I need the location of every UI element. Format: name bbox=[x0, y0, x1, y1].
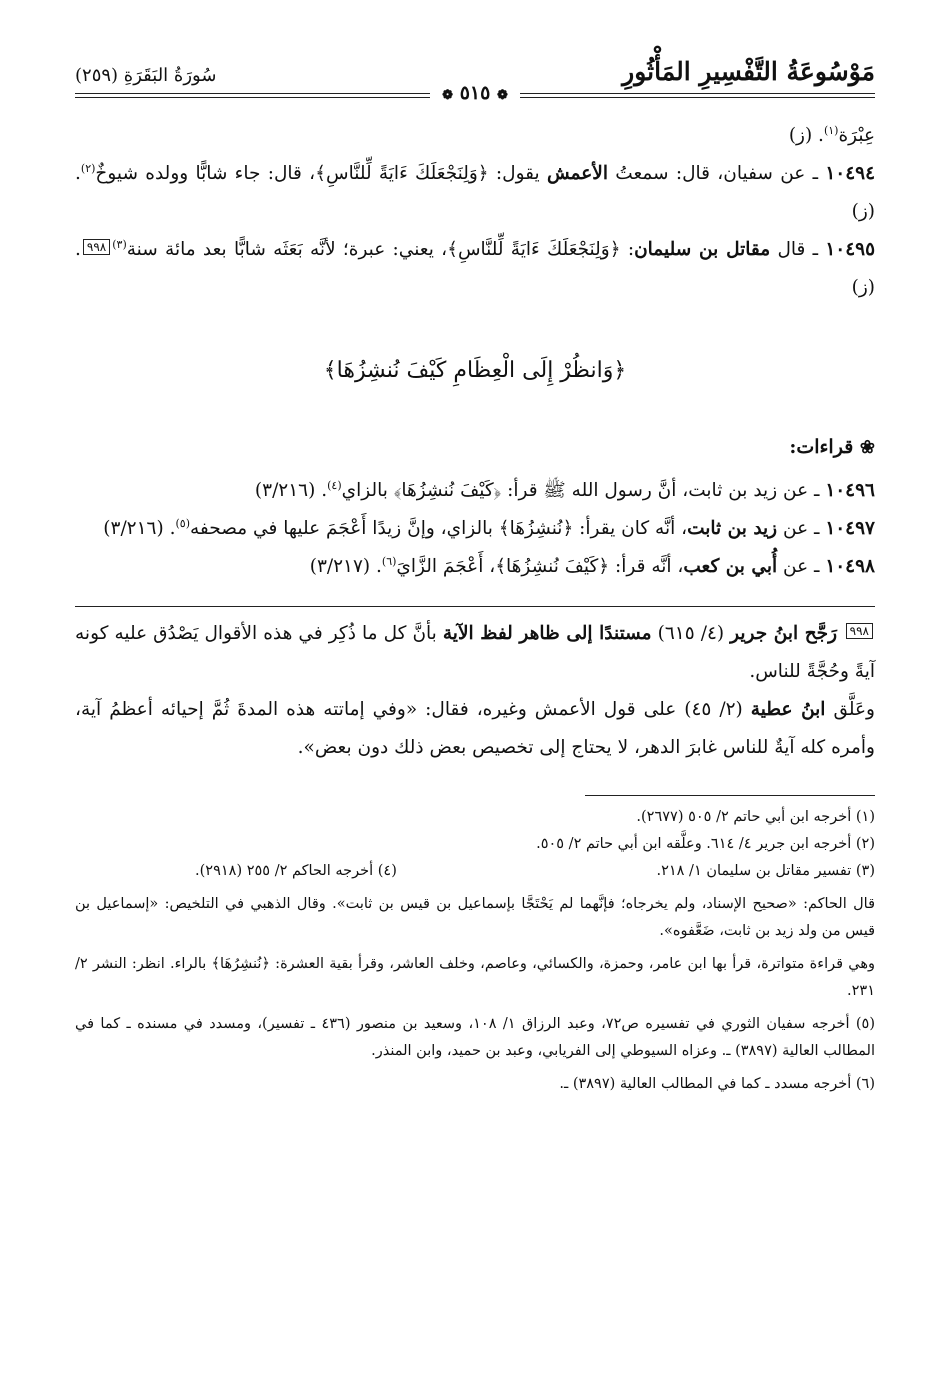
hadith-number: ١٠٤٩٨ bbox=[825, 556, 875, 577]
book-title: مَوْسُوعَةُ التَّفْسِيرِ المَأْثُورِ bbox=[622, 57, 875, 86]
text: عِبْرَة bbox=[838, 125, 875, 146]
quran-quote: ﴿كَيْفَ نُنشِزُهَا﴾ bbox=[495, 556, 610, 577]
footnotes bbox=[75, 804, 875, 1098]
footnote-ref: (٥) bbox=[175, 516, 190, 530]
text: رَجَّح bbox=[798, 623, 844, 644]
footnote-6: (٦) أخرجه مسدد ـ كما في المطالب العالية (٣٨٩٧) ـ. bbox=[559, 1076, 875, 1092]
footnote-divider bbox=[585, 795, 875, 796]
page-content bbox=[75, 55, 875, 1098]
footnote-2: (٢) أخرجه ابن جرير ٤/ ٦١٤. وعلَّقه ابن أبي حاتم ٢/ ٥٠٥. bbox=[536, 836, 875, 852]
source-ref: . (ز) bbox=[75, 163, 875, 222]
footnote-4-comment: قال الحاكم: «صحيح الإسناد، ولم يخرجاه؛ فإنَّهما لم يَحْتَجَّا بإسماعيل بن قيس بن ثابت». وقال الذهبي في التلخيص: «إسماعيل بن قيس من ولد زيد بن ثابت، ضَعَّفوه». bbox=[75, 896, 875, 939]
footnote-ref: (٦) bbox=[381, 554, 397, 568]
section-title-text: قراءات: bbox=[789, 436, 854, 458]
hadith-10498 bbox=[75, 548, 875, 586]
note-ref-box[interactable]: ٩٩٨ bbox=[83, 239, 110, 255]
narrator-name: مقاتل بن سليمان bbox=[634, 239, 771, 260]
footnote-ref: (٤) bbox=[327, 478, 342, 492]
text: ، أَعْجَمَ الزَّايَ bbox=[396, 556, 496, 577]
source-ref: . (٣/٢١٦) bbox=[103, 518, 176, 539]
verse-heading: ﴿وَانظُرْ إِلَى الْعِظَامِ كَيْفَ نُنشِزُهَا﴾ bbox=[323, 358, 627, 383]
hadith-10494 bbox=[75, 155, 875, 231]
source-ref: . (٣/٢١٦) bbox=[254, 480, 328, 501]
text: ، يعني: عبرة؛ لأنَّه بَعَثَه شابًّا بعد مائة سنة bbox=[126, 239, 448, 260]
text: ، قال: جاء شابًّا وولده شيوخٌ bbox=[95, 163, 316, 184]
scholar-name: ابنُ جرير bbox=[730, 623, 799, 644]
quran-quote: ﴿نُنشِزُهَا﴾ bbox=[498, 518, 574, 539]
text: ـ عن bbox=[777, 556, 826, 577]
text: (٢/ ٤٥) على قول الأعمش وغيره، فقال: «وفي إماتته هذه المدةَ ثُمَّ إحيائه أعظمُ آية، وأمره كله آيةٌ للناس غابرَ الدهر، لا يحتاج إلى تخصيص بعض ذلك دون بعض». bbox=[75, 699, 875, 758]
footnote-5: (٥) أخرجه سفيان الثوري في تفسيره ص٧٢، وعبد الرزاق ١/ ١٠٨، وسعيد بن منصور (٤٣٦ ـ تفسير)، ومسدد في مسنده ـ كما في المطالب العالية (٣٨٩٧) ـ. وعزاه السيوطي إلى الفريابي، وعبد بن حميد، وابن المنذر. bbox=[75, 1016, 875, 1059]
text: يقول: bbox=[488, 163, 547, 184]
scholar-name: ابنُ عطية bbox=[750, 699, 826, 720]
footnote-ref: (٢) bbox=[80, 161, 96, 175]
note-ref-box[interactable]: ٩٩٨ bbox=[846, 623, 873, 639]
emphasis: مستندًا إلى ظاهر لفظ الآية bbox=[442, 623, 652, 644]
text: ـ قال bbox=[770, 239, 826, 260]
text: ـ عن سفيان، قال: سمعتُ bbox=[607, 163, 826, 184]
source-ref: . (٣/٢١٧) bbox=[309, 556, 382, 577]
note-divider bbox=[75, 606, 875, 607]
flower-icon: ❀ bbox=[859, 437, 875, 458]
footnote-4-reading: وهي قراءة متواترة، قرأ بها ابن عامر، وحمزة، والكسائي، وعاصم، وخلف العاشر، وقرأ بقية العشرة: ﴿نُنشِرُهَا﴾ بالراء. انظر: النشر ٢/ ٢٣١. bbox=[75, 956, 875, 999]
footnote-row-3-4 bbox=[75, 858, 875, 885]
footnote-1: (١) أخرجه ابن أبي حاتم ٢/ ٥٠٥ (٢٦٧٧). bbox=[636, 809, 875, 825]
quran-quote: ﴿وَلِنَجْعَلَكَ ءَايَةً لِّلنَّاسِ﴾ bbox=[315, 163, 489, 184]
ornament-icon: ❁ bbox=[496, 88, 508, 103]
continuation-line bbox=[75, 117, 875, 155]
source-ref: . (ز) bbox=[75, 239, 875, 298]
footnote-ref: (٣) bbox=[112, 237, 127, 251]
section-title bbox=[75, 429, 875, 466]
text: وعَلَّق bbox=[825, 699, 875, 720]
source-ref: . (ز) bbox=[788, 125, 824, 146]
text: ـ عن bbox=[777, 518, 826, 539]
hadith-10496 bbox=[75, 472, 875, 510]
page-number-value: ٥١٥ bbox=[459, 82, 491, 104]
hadith-number: ١٠٤٩٥ bbox=[825, 239, 876, 260]
footnote-4: (٤) أخرجه الحاكم ٢/ ٢٥٥ (٢٩١٨). bbox=[195, 863, 397, 879]
text: ـ عن زيد بن ثابت، أنَّ رسول الله ﷺ قرأ: bbox=[501, 480, 826, 501]
footnote-ref: (١) bbox=[823, 123, 839, 137]
quran-quote: ﴿وَلِنَجْعَلَكَ ءَايَةً لِّلنَّاسِ﴾ bbox=[447, 239, 621, 260]
hadith-number: ١٠٤٩٧ bbox=[825, 518, 875, 539]
footnote-3: (٣) تفسير مقاتل بن سليمان ١/ ٢١٨. bbox=[656, 863, 875, 879]
narrator-name: زيد بن ثابت bbox=[687, 518, 778, 539]
hadith-10495 bbox=[75, 231, 875, 307]
surah-label: سُورَةُ البَقَرَةِ (٢٥٩) bbox=[75, 65, 217, 86]
text: بالزاي bbox=[341, 480, 394, 501]
ornament-icon: ❁ bbox=[442, 88, 454, 103]
text: (٤/ ٦١٥) bbox=[651, 623, 731, 644]
narrator-name: أُبي بن كعب bbox=[683, 556, 778, 577]
hadith-number: ١٠٤٩٤ bbox=[825, 163, 876, 184]
hadith-number: ١٠٤٩٦ bbox=[825, 480, 875, 501]
text: : bbox=[620, 239, 635, 260]
text: ، أنَّه كان يقرأ: bbox=[573, 518, 688, 539]
narrator-name: الأعمش bbox=[546, 163, 608, 184]
editorial-note-1 bbox=[75, 615, 875, 691]
text: بأنَّ كل ما ذُكِر في هذه الأقوال يَصْدُق عليه كونه آيةً وحُجَّةً للناس. bbox=[75, 623, 875, 682]
page-number bbox=[436, 82, 514, 104]
editorial-note-2 bbox=[75, 691, 875, 767]
quran-quote: ﴿كَيْفَ نُنشِزُهَا﴾ bbox=[393, 480, 502, 501]
text: ، أنَّه قرأ: bbox=[609, 556, 684, 577]
hadith-10497 bbox=[75, 510, 875, 548]
running-header bbox=[75, 55, 875, 117]
text: بالزاي، وإنَّ زيدًا أَعْجَمَ عليها في مصحفه bbox=[190, 518, 499, 539]
